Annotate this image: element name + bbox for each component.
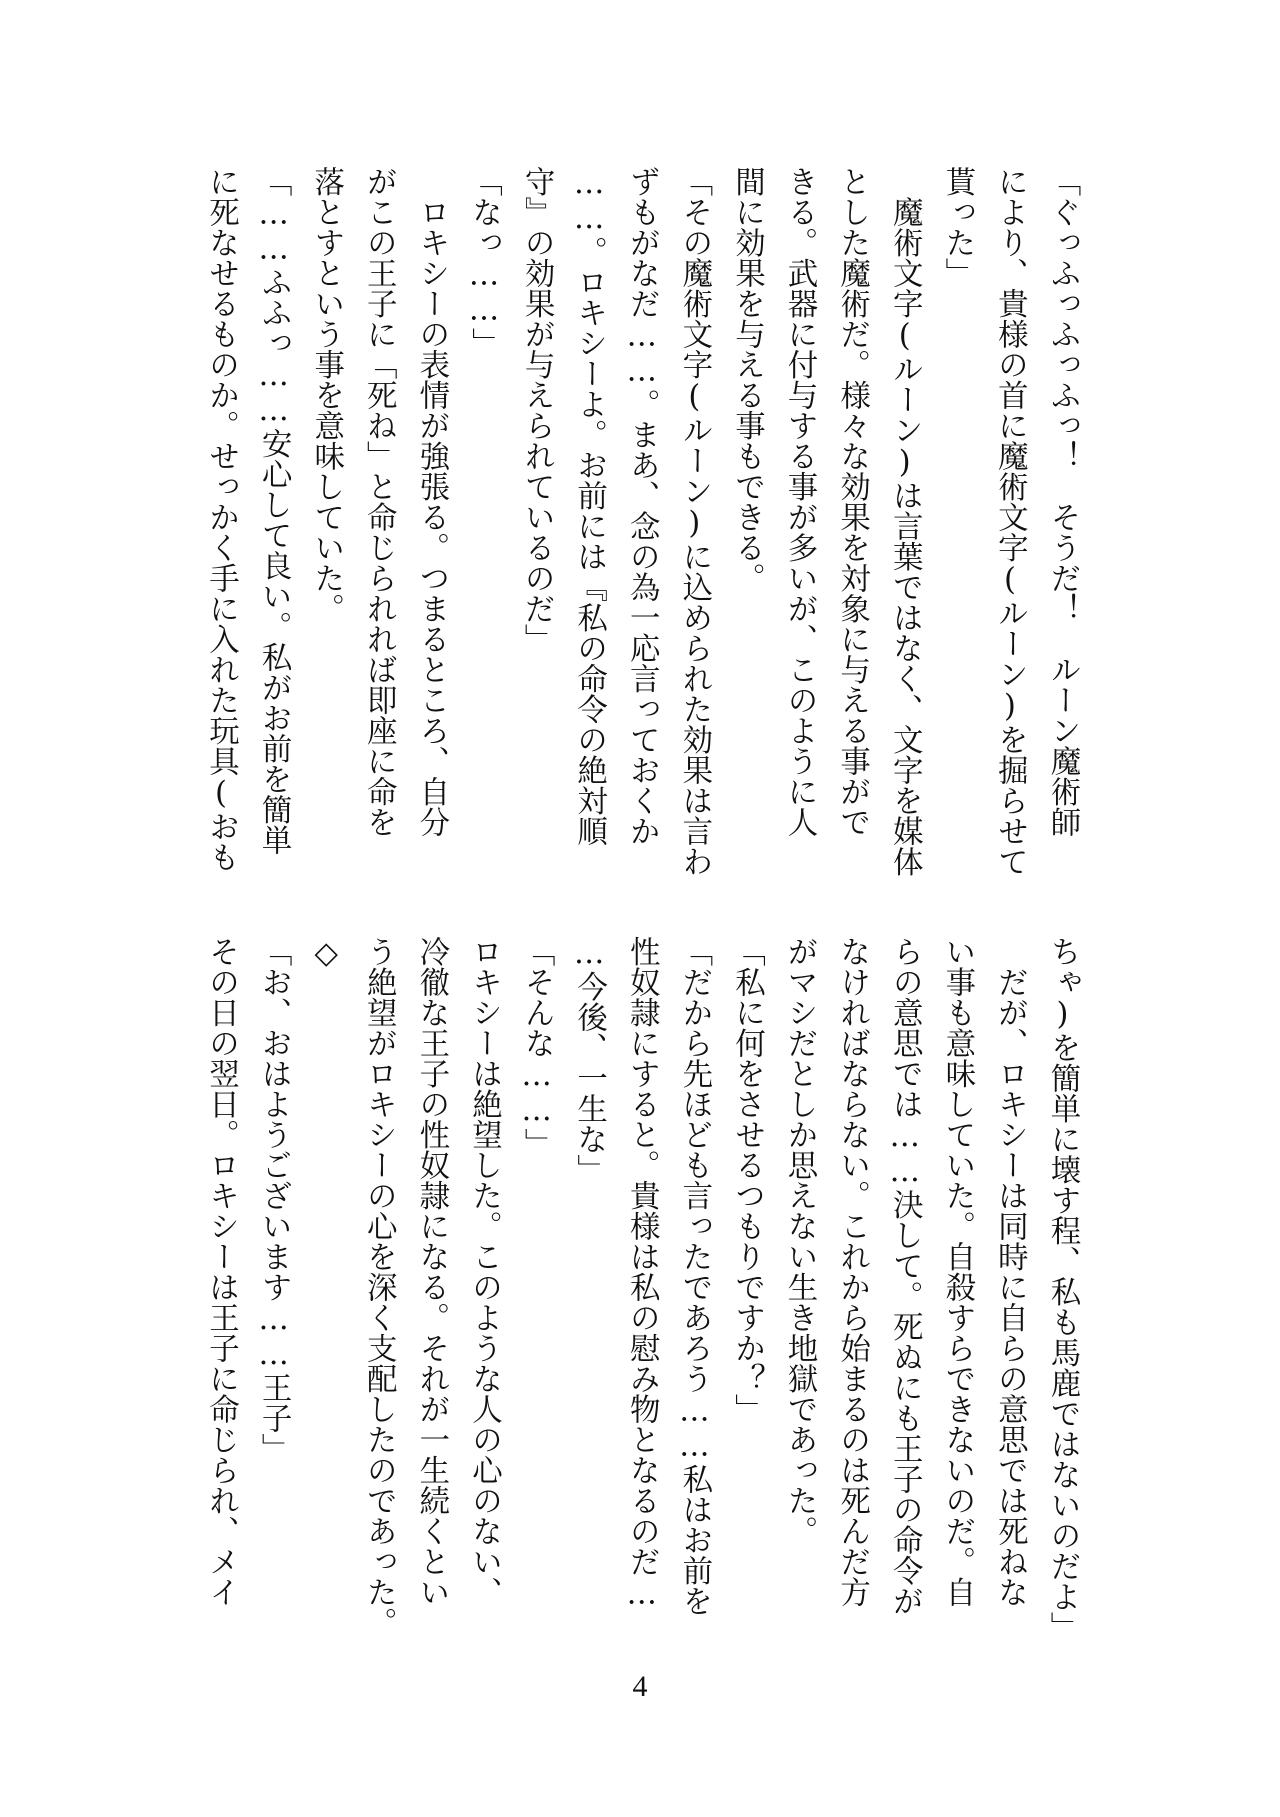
text-column: に死なせるものか。せっかく手に入れた玩具(おも bbox=[203, 166, 239, 872]
text-column: ちゃ)を簡単に壊す程、私も馬鹿ではないのだよ」 bbox=[1045, 936, 1080, 1642]
text-column: 「だから先ほども言ったであろう……私はお前を bbox=[676, 936, 712, 1616]
text-column: とした魔術だ。様々な効果を対象に与える事がで bbox=[834, 166, 870, 837]
text-column: きる。武器に付与する事が多いが、このように人 bbox=[782, 166, 818, 837]
text-column: 「ぐっふっふっふっ！ そうだ！ ルーン魔術師 bbox=[1045, 166, 1080, 837]
text-column: 「……ふふっ……安心して良い。私がお前を簡単 bbox=[256, 166, 292, 855]
text-column: ◇ bbox=[308, 936, 344, 971]
text-column: 「お、おはようございます……王子」 bbox=[256, 936, 292, 1464]
text-column: 間に効果を与える事もできる。 bbox=[729, 166, 765, 593]
text-column: らの意思では……決して。死ぬにも王子の命令が bbox=[887, 936, 923, 1616]
text-column: 「その魔術文字(ルーン)に込められた効果は言わ bbox=[676, 166, 712, 877]
text-column: がマシだとしか思えない生き地獄であった。 bbox=[782, 936, 818, 1546]
text-column: う絶望がロキシーの心を深く支配したのであった。 bbox=[361, 936, 397, 1638]
text-column: 魔術文字(ルーン)は言葉ではなく、文字を媒体 bbox=[887, 166, 923, 877]
text-column: 冷徹な王子の性奴隷になる。それが一生続くとい bbox=[413, 936, 449, 1607]
text-column: により、貴様の首に魔術文字(ルーン)を掘らせて bbox=[992, 166, 1028, 877]
text-column: …今後、一生な」 bbox=[571, 936, 607, 1185]
text-column: 「私に何をさせるつもりですか？」 bbox=[729, 936, 765, 1424]
page-number: 4 bbox=[632, 1670, 648, 1703]
text-block-top bbox=[194, 166, 1088, 877]
text-column: い事も意味していた。自殺すらできないのだ。自 bbox=[939, 936, 975, 1607]
text-column: ロキシーは絶望した。このような人の心のない、 bbox=[466, 936, 502, 1607]
text-column: ずもがなだ……。まあ、念の為一応言っておくか bbox=[624, 166, 660, 846]
text-block-bottom bbox=[194, 936, 1088, 1642]
text-column: がこの王子に「死ね」と命じられれば即座に命を bbox=[361, 166, 397, 837]
text-column: なければならない。これから始まるのは死んだ方 bbox=[834, 936, 870, 1607]
text-column: 貰った」 bbox=[939, 166, 975, 288]
text-column: だが、ロキシーは同時に自らの意思では死ねな bbox=[992, 936, 1028, 1607]
text-column: 性奴隷にすると。貴様は私の慰み物となるのだ… bbox=[624, 936, 660, 1612]
text-column: ロキシーの表情が強張る。つまるところ、自分 bbox=[413, 166, 449, 837]
text-column: 落とすという事を意味していた。 bbox=[308, 166, 344, 624]
text-column: ……。ロキシーよ。お前には『私の命令の絶対順 bbox=[571, 166, 607, 846]
text-column: その日の翌日。ロキシーは王子に命じられ、メイ bbox=[203, 936, 239, 1607]
text-column: 守』の効果が与えられているのだ」 bbox=[519, 166, 555, 654]
text-column: 「なっ……」 bbox=[466, 166, 502, 358]
text-column: 「そんな……」 bbox=[519, 936, 555, 1159]
